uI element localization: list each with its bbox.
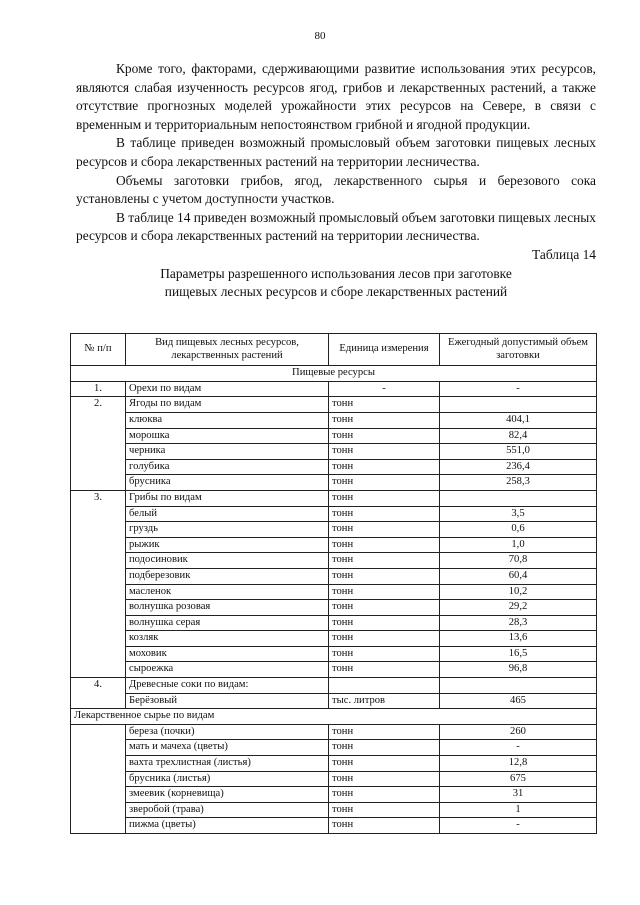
table-row bbox=[71, 771, 597, 787]
table-row bbox=[71, 802, 597, 818]
table-title-line: Параметры разрешенного использования лесов при заготовке bbox=[160, 265, 512, 281]
paragraph: В таблице приведен возможный промысловый объем заготовки пищевых лесных ресурсов и сбора лекарственных растений на территории лесничества. bbox=[76, 135, 596, 169]
row-num: 1. bbox=[71, 381, 126, 397]
row-unit: тонн bbox=[329, 756, 440, 772]
table-row bbox=[71, 724, 597, 740]
body-text bbox=[76, 60, 596, 302]
row-unit: тонн bbox=[329, 771, 440, 787]
table-row bbox=[71, 756, 597, 772]
row-unit: тонн bbox=[329, 646, 440, 662]
row-unit: тонн bbox=[329, 662, 440, 678]
row-unit: тонн bbox=[329, 740, 440, 756]
table-row bbox=[71, 600, 597, 616]
paragraph: Кроме того, факторами, сдерживающими развитие использования этих ресурсов, являются слабая изученность ресурсов ягод, грибов и лекарственных растений, а также отсутствие прогнозных моделей урожайности этих ресурсов на Севере, в связи с временным и территориальным непостоянством грибной и ягодной продукции. bbox=[76, 61, 596, 132]
table-row bbox=[71, 568, 597, 584]
table-row bbox=[71, 537, 597, 553]
table-label: Таблица 14 bbox=[532, 246, 596, 262]
row-volume: 404,1 bbox=[440, 412, 597, 428]
row-name: вахта трехлистная (листья) bbox=[126, 756, 329, 772]
row-num: 3. bbox=[71, 490, 126, 677]
row-volume bbox=[440, 397, 597, 413]
table-row bbox=[71, 522, 597, 538]
table-row bbox=[71, 787, 597, 803]
table-row bbox=[71, 412, 597, 428]
resources-table bbox=[70, 333, 597, 834]
row-name: Берёзовый bbox=[126, 693, 329, 709]
row-unit: тонн bbox=[329, 490, 440, 506]
row-unit: тонн bbox=[329, 553, 440, 569]
row-name: белый bbox=[126, 506, 329, 522]
table-header-row bbox=[71, 334, 597, 366]
row-volume: 1,0 bbox=[440, 537, 597, 553]
header-name: Вид пищевых лесных ресурсов, лекарственных растений bbox=[126, 334, 329, 366]
row-volume: 551,0 bbox=[440, 444, 597, 460]
row-name: подосиновик bbox=[126, 553, 329, 569]
row-volume: 96,8 bbox=[440, 662, 597, 678]
row-name: сыроежка bbox=[126, 662, 329, 678]
row-name: Орехи по видам bbox=[126, 381, 329, 397]
row-unit: тонн bbox=[329, 506, 440, 522]
row-unit: тонн bbox=[329, 537, 440, 553]
row-unit: тонн bbox=[329, 584, 440, 600]
row-unit: тонн bbox=[329, 818, 440, 834]
row-volume: 82,4 bbox=[440, 428, 597, 444]
row-name: змеевик (корневища) bbox=[126, 787, 329, 803]
section-row bbox=[71, 709, 597, 725]
row-name: черника bbox=[126, 444, 329, 460]
row-unit: тыс. литров bbox=[329, 693, 440, 709]
header-unit: Единица измерения bbox=[329, 334, 440, 366]
row-volume: 1 bbox=[440, 802, 597, 818]
row-name: подберезовик bbox=[126, 568, 329, 584]
row-volume: 13,6 bbox=[440, 631, 597, 647]
row-volume: 3,5 bbox=[440, 506, 597, 522]
header-num: № п/п bbox=[71, 334, 126, 366]
row-name: береза (почки) bbox=[126, 724, 329, 740]
section-medicinal: Лекарственное сырье по видам bbox=[71, 709, 597, 725]
table-row bbox=[71, 662, 597, 678]
section-row bbox=[71, 366, 597, 382]
table-row bbox=[71, 818, 597, 834]
row-unit: тонн bbox=[329, 412, 440, 428]
row-volume: 258,3 bbox=[440, 475, 597, 491]
table-row bbox=[71, 693, 597, 709]
table-row bbox=[71, 678, 597, 694]
page-number: 80 bbox=[314, 30, 326, 42]
row-volume: 675 bbox=[440, 771, 597, 787]
row-name: клюква bbox=[126, 412, 329, 428]
row-name: голубика bbox=[126, 459, 329, 475]
table-row bbox=[71, 615, 597, 631]
row-unit: тонн bbox=[329, 724, 440, 740]
row-name: пижма (цветы) bbox=[126, 818, 329, 834]
row-volume: 31 bbox=[440, 787, 597, 803]
row-name: брусника (листья) bbox=[126, 771, 329, 787]
row-volume: 16,5 bbox=[440, 646, 597, 662]
row-name: зверобой (трава) bbox=[126, 802, 329, 818]
row-volume: 12,8 bbox=[440, 756, 597, 772]
row-name: морошка bbox=[126, 428, 329, 444]
row-unit: тонн bbox=[329, 787, 440, 803]
table-row bbox=[71, 397, 597, 413]
table-row bbox=[71, 631, 597, 647]
row-volume: 29,2 bbox=[440, 600, 597, 616]
row-volume: 465 bbox=[440, 693, 597, 709]
table-row bbox=[71, 444, 597, 460]
row-unit: тонн bbox=[329, 615, 440, 631]
row-unit: - bbox=[329, 381, 440, 397]
row-name: Грибы по видам bbox=[126, 490, 329, 506]
row-unit bbox=[329, 678, 440, 694]
row-num bbox=[71, 724, 126, 833]
table-row bbox=[71, 740, 597, 756]
row-volume: 10,2 bbox=[440, 584, 597, 600]
row-unit: тонн bbox=[329, 600, 440, 616]
row-num: 4. bbox=[71, 678, 126, 709]
row-volume: - bbox=[440, 818, 597, 834]
table-row bbox=[71, 428, 597, 444]
row-volume: 70,8 bbox=[440, 553, 597, 569]
row-unit: тонн bbox=[329, 522, 440, 538]
row-volume: - bbox=[440, 381, 597, 397]
row-unit: тонн bbox=[329, 631, 440, 647]
row-name: волнушка розовая bbox=[126, 600, 329, 616]
row-unit: тонн bbox=[329, 428, 440, 444]
table-title-line: пищевых лесных ресурсов и сборе лекарственных растений bbox=[164, 284, 508, 300]
table-row bbox=[71, 381, 597, 397]
table-row bbox=[71, 646, 597, 662]
row-volume: 0,6 bbox=[440, 522, 597, 538]
table-row bbox=[71, 584, 597, 600]
table-row bbox=[71, 490, 597, 506]
table-row bbox=[71, 506, 597, 522]
paragraph: Объемы заготовки грибов, ягод, лекарственного сырья и березового сока установлены с учетом доступности участков. bbox=[76, 172, 596, 207]
table-body bbox=[71, 366, 597, 834]
row-name: брусника bbox=[126, 475, 329, 491]
row-name: рыжик bbox=[126, 537, 329, 553]
row-volume bbox=[440, 678, 597, 694]
row-volume: 236,4 bbox=[440, 459, 597, 475]
row-name: волнушка серая bbox=[126, 615, 329, 631]
table-row bbox=[71, 475, 597, 491]
row-unit: тонн bbox=[329, 475, 440, 491]
row-unit: тонн bbox=[329, 802, 440, 818]
row-name: моховик bbox=[126, 646, 329, 662]
row-volume: 60,4 bbox=[440, 568, 597, 584]
section-food: Пищевые ресурсы bbox=[71, 366, 597, 382]
row-name: козляк bbox=[126, 631, 329, 647]
row-unit: тонн bbox=[329, 444, 440, 460]
row-volume: 260 bbox=[440, 724, 597, 740]
row-volume: 28,3 bbox=[440, 615, 597, 631]
table-row bbox=[71, 459, 597, 475]
row-unit: тонн bbox=[329, 568, 440, 584]
paragraph: В таблице 14 приведен возможный промысловый объем заготовки пищевых лесных ресурсов и сбора лекарственных растений на территории лесничества. bbox=[76, 209, 596, 244]
row-name: мать и мачеха (цветы) bbox=[126, 740, 329, 756]
row-num: 2. bbox=[71, 397, 126, 491]
row-name: Ягоды по видам bbox=[126, 397, 329, 413]
row-unit: тонн bbox=[329, 397, 440, 413]
row-volume bbox=[440, 490, 597, 506]
table-row bbox=[71, 553, 597, 569]
row-volume: - bbox=[440, 740, 597, 756]
row-name: масленок bbox=[126, 584, 329, 600]
row-name: груздь bbox=[126, 522, 329, 538]
row-unit: тонн bbox=[329, 459, 440, 475]
row-name: Древесные соки по видам: bbox=[126, 678, 329, 694]
header-volume: Ежегодный допустимый объем заготовки bbox=[440, 334, 597, 366]
